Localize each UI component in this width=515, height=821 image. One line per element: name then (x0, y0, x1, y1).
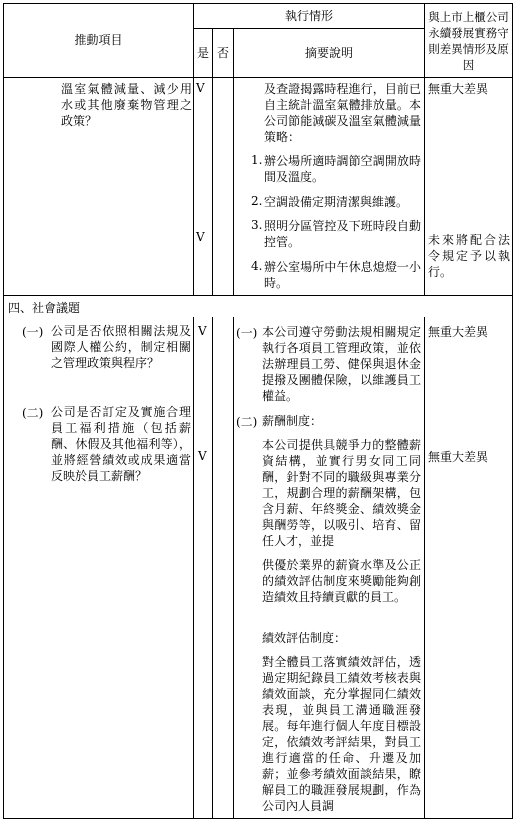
row1-yes-mark-2: V (196, 230, 205, 244)
q1-text: 公司是否依照相關法規及國際人權公約，制定相關之管理政策與程序？ (51, 324, 191, 370)
header-bottom-border (3, 77, 513, 78)
measure-2-number: 2. (251, 194, 263, 208)
col-divider-summary-lower (424, 317, 425, 819)
section-title: 四、社會議題 (8, 301, 81, 315)
header-no: 否 (216, 46, 229, 60)
col-divider-summary (424, 3, 425, 296)
header-yes: 是 (196, 46, 209, 60)
measure-3-text: 照明分區管控及下班時段自動控管。 (264, 219, 421, 249)
q1-answer: 本公司遵守勞動法規相關規定執行各項員工管理政策，並依法辦理員工勞、健保與退休金提撥及團體保險，以維護員工權益。 (262, 325, 421, 403)
col-divider-yes (212, 28, 213, 296)
section-divider (3, 295, 513, 296)
table-bottom-border (3, 818, 513, 819)
q1-diff: 無重大差異 (428, 325, 489, 339)
q1-yes-mark: V (198, 324, 207, 338)
header-execution: 執行情形 (284, 9, 333, 23)
q2-answer-number: (二) (236, 415, 258, 429)
col-divider-yes-lower (212, 317, 213, 819)
measure-1-text: 辦公場所適時調節空調開放時間及溫度。 (264, 154, 421, 184)
row1-item-text: 溫室氣體減量、減少用水或其他廢棄物管理之政策？ (61, 82, 192, 128)
q2-paragraph-2: 供優於業界的薪資水準及公正的績效評估制度來獎勵能夠創造績效且持續貢獻的員工。 (262, 558, 421, 604)
table-top-border (3, 3, 513, 4)
row1-diff-1: 無重大差異 (428, 82, 489, 96)
header-item: 推動項目 (74, 33, 123, 47)
q1-answer-number: (一) (236, 326, 258, 340)
row1-summary-intro: 及查證揭露時程進行，目前已自主統計溫室氣體排放量。本公司節能減碳及溫室氣體減量策略： (264, 82, 421, 144)
q2-number: (二) (22, 406, 44, 420)
table-right-border (512, 3, 513, 819)
q2-paragraph-3: 對全體員工落實績效評估，透過定期紀錄員工績效考核表與績效面談，充分掌握同仁績效表現，並與員工溝通職涯發展。每年進行個人年度目標設定，依績效考評結果，對員工進行適當的任命、升遷及加薪；並參考績效面談結果，瞭解員工的職涯發展規劃，作為公司內人員調 (262, 655, 421, 813)
row1-yes-mark: V (196, 81, 205, 95)
measure-2-text: 空調設備定期清潔與維護。 (264, 195, 409, 209)
measure-4-text: 辦公室場所中午休息熄燈一小時。 (264, 260, 421, 290)
q1-number: (一) (22, 325, 44, 339)
header-summary: 摘要說明 (304, 46, 353, 60)
measure-1-number: 1. (251, 153, 263, 167)
col-divider-item-lower (193, 317, 194, 819)
q2-answer-title: 薪酬制度： (262, 414, 323, 428)
q2-paragraph-1: 本公司提供具競爭力的整體薪資結構，並實行男女同工同酬，針對不同的職級與專業分工，規劃合理的薪酬架構，包含月薪、年終獎金、績效獎金與酬勞等，以吸引、培育、留任人才，並提 (262, 438, 421, 548)
row1-diff-2: 未來將配合法令規定予以執行。 (428, 233, 510, 279)
q2-diff: 無重大差異 (428, 450, 489, 464)
measure-4-number: 4. (251, 259, 263, 273)
q2-yes-mark: V (198, 449, 207, 463)
measure-3-number: 3. (251, 218, 263, 232)
col-divider-no-lower (233, 317, 234, 819)
exec-header-divider (193, 28, 424, 29)
header-difference: 與上市上櫃公司永續發展實務守則差異情形及原因 (428, 10, 509, 72)
table-left-border (3, 3, 4, 819)
q2-performance-title: 績效評估制度： (262, 631, 347, 645)
q2-text: 公司是否訂定及實施合理員工福利措施（包括薪酬、休假及其他福利等），並將經營績效或成果適當反映於員工薪酬？ (51, 405, 191, 483)
col-divider-no (233, 28, 234, 296)
